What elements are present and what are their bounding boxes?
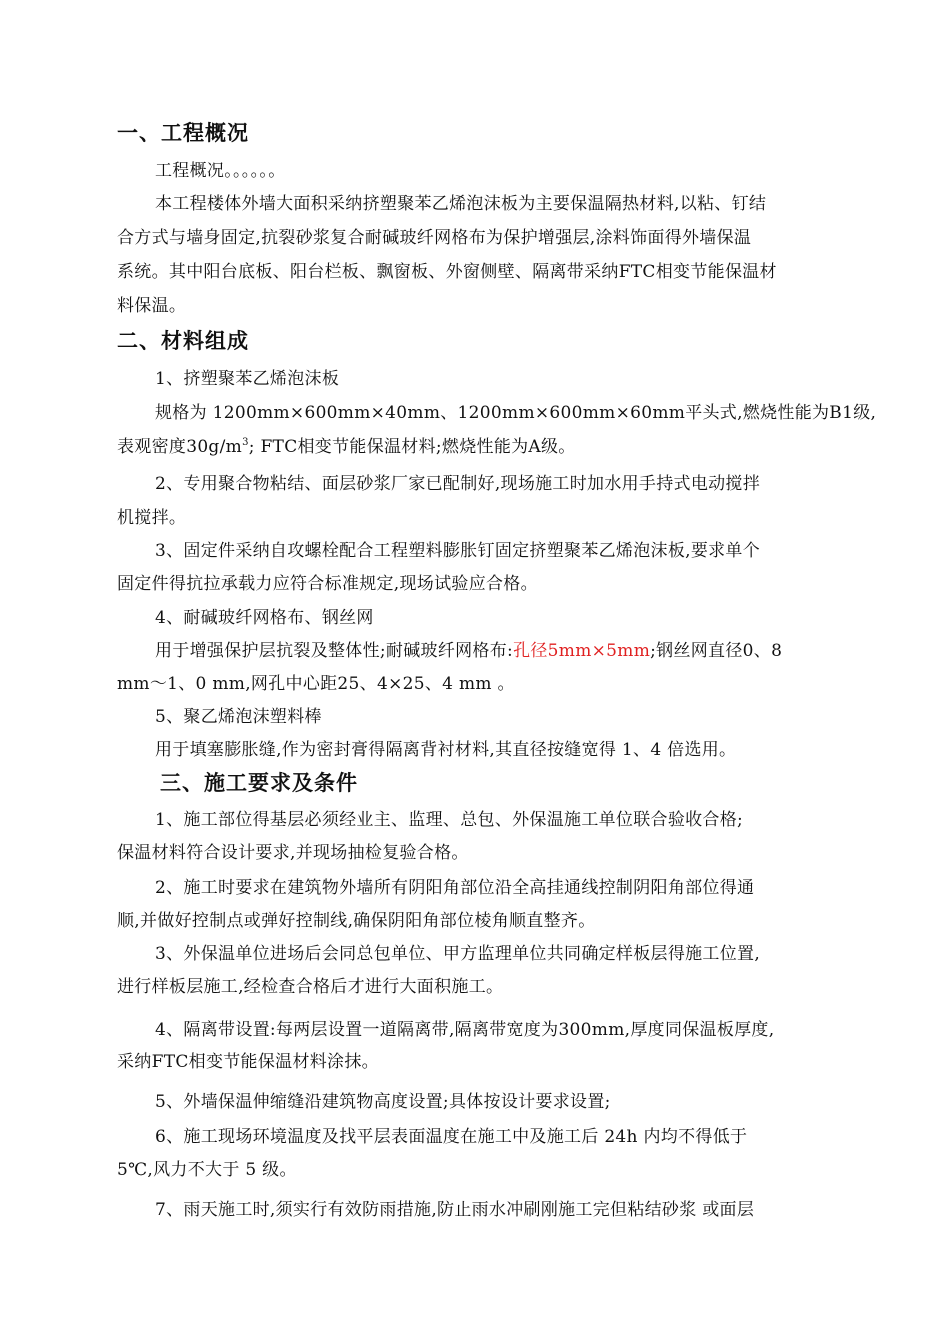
mesh-line <box>155 636 782 661</box>
paragraph-line: 1、施工部位得基层必须经业主、监理、总包、外保温施工单位联合验收合格; <box>155 810 744 830</box>
paragraph-line: 工程概况。。。。。。 <box>155 161 286 181</box>
section-heading-overview: 一、工程概况 <box>117 121 249 145</box>
paragraph-line: 3、固定件采纳自攻螺栓配合工程塑料膨胀钉固定挤塑聚苯乙烯泡沫板,要求单个 <box>155 541 761 561</box>
list-item-title: 4、耐碱玻纤网格布、钢丝网 <box>155 608 374 628</box>
paragraph-line: 料保温。 <box>117 296 187 316</box>
paragraph-line: 进行样板层施工,经检查合格后才进行大面积施工。 <box>117 977 504 997</box>
density-text-after: ; FTC相变节能保温材料;燃烧性能为A级。 <box>248 437 576 457</box>
paragraph-line: 采纳FTC相变节能保温材料涂抹。 <box>117 1052 379 1072</box>
paragraph-line: 本工程楼体外墙大面积采纳挤塑聚苯乙烯泡沫板为主要保温隔热材料,以粘、钉结 <box>155 194 767 214</box>
density-line <box>117 432 576 457</box>
paragraph-line: 保温材料符合设计要求,并现场抽检复验合格。 <box>117 843 469 863</box>
paragraph-line: 机搅拌。 <box>117 508 187 528</box>
paragraph-line: 7、雨天施工时,须实行有效防雨措施,防止雨水冲刷刚施工完但粘结砂浆 或面层 <box>155 1200 755 1220</box>
density-text: 表观密度30g/m <box>117 437 243 457</box>
paragraph-line: 合方式与墙身固定,抗裂砂浆复合耐碱玻纤网格布为保护增强层,涂料饰面得外墙保温 <box>117 228 752 248</box>
section-heading-materials: 二、材料组成 <box>117 329 249 353</box>
highlighted-spec: 孔径5mm×5mm <box>513 641 651 661</box>
list-item-title: 5、聚乙烯泡沫塑料棒 <box>155 707 322 727</box>
mesh-text: 用于增强保护层抗裂及整体性;耐碱玻纤网格布: <box>155 641 514 661</box>
paragraph-line: 顺,并做好控制点或弹好控制线,确保阴阳角部位棱角顺直整齐。 <box>117 911 596 931</box>
paragraph-line: 5、外墙保温伸缩缝沿建筑物高度设置;具体按设计要求设置; <box>155 1092 611 1112</box>
paragraph-line: 系统。其中阳台底板、阳台栏板、飘窗板、外窗侧壁、隔离带采纳FTC相变节能保温材 <box>117 262 777 282</box>
mesh-text-after: ;钢丝网直径0、8 <box>650 641 783 661</box>
paragraph-line: 2、施工时要求在建筑物外墙所有阴阳角部位沿全高挂通线控制阴阳角部位得通 <box>155 878 755 898</box>
section-heading-requirements: 三、施工要求及条件 <box>160 771 358 795</box>
paragraph-line: 4、隔离带设置:每两层设置一道隔离带,隔离带宽度为300mm,厚度同保温板厚度, <box>155 1020 775 1040</box>
paragraph-line: 5℃,风力不大于 5 级。 <box>117 1160 297 1180</box>
paragraph-line: 固定件得抗拉承载力应符合标准规定,现场试验应合格。 <box>117 574 538 594</box>
list-item-title: 1、挤塑聚苯乙烯泡沫板 <box>155 369 340 389</box>
paragraph-line: 3、外保温单位进场后会同总包单位、甲方监理单位共同确定样板层得施工位置, <box>155 944 761 964</box>
paragraph-line: 6、施工现场环境温度及找平层表面温度在施工中及施工后 24h 内均不得低于 <box>155 1127 748 1147</box>
paragraph-line: mm～1、0 mm,网孔中心距25、4×25、4 mm 。 <box>117 674 515 694</box>
paragraph-line: 规格为 1200mm×600mm×40mm、1200mm×600mm×60mm平头式,燃烧性能为B1级, <box>155 403 877 423</box>
paragraph-line: 2、专用聚合物粘结、面层砂浆厂家已配制好,现场施工时加水用手持式电动搅拌 <box>155 474 761 494</box>
superscript: 3 <box>242 437 249 448</box>
paragraph-line: 用于填塞膨胀缝,作为密封膏得隔离背衬材料,其直径按缝宽得 1、4 倍选用。 <box>155 740 737 760</box>
